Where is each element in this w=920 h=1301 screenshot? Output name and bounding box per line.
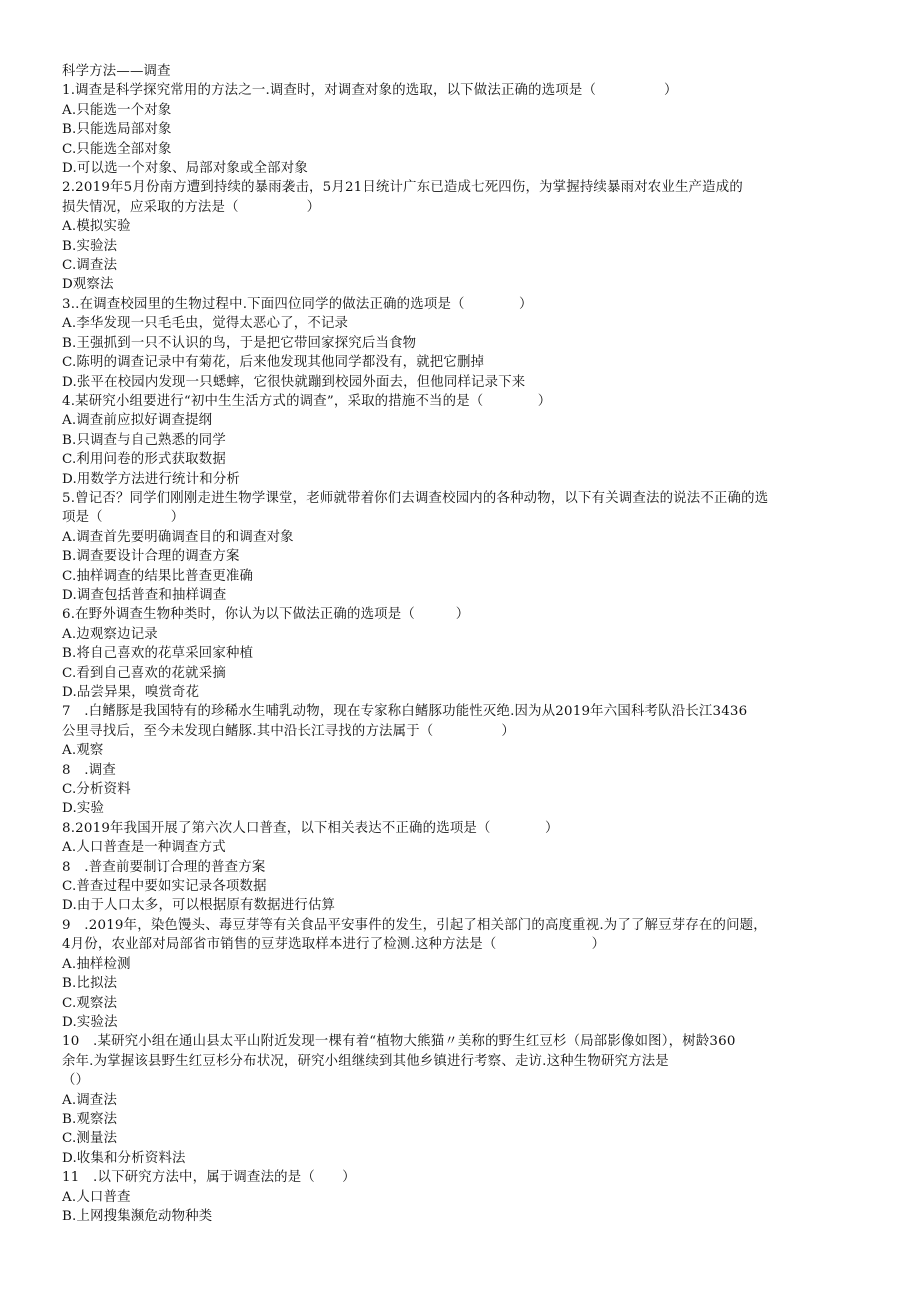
text-line: D.调查包括普查和抽样调查 (62, 587, 227, 603)
text-line: C.利用问卷的形式获取数据 (62, 452, 226, 468)
text-line: C.抽样调查的结果比普查更准确 (62, 568, 254, 584)
text-line: 11 .以下研究方法中，属于调查法的是（ ） (62, 1170, 356, 1186)
question-list (62, 81, 862, 1226)
text-line: 6.在野外调查生物种类时，你认为以下做法正确的选项是（ ） (62, 607, 470, 623)
page-title: 科学方法——调查 (62, 64, 171, 79)
text-line: A.调查法 (62, 1092, 118, 1108)
text-line: A.边观察边记录 (62, 626, 158, 642)
text-line: A.人口普查 (62, 1189, 131, 1205)
text-line: A.李华发现一只毛毛虫，觉得太恶心了，不记录 (62, 316, 349, 332)
text-line: D.可以选一个对象、局部对象或全部对象 (62, 161, 308, 177)
text-line: （） (62, 1073, 90, 1089)
text-line: D.实验 (62, 801, 105, 817)
text-line: D.收集和分析资料法 (62, 1150, 186, 1166)
text-line: 损失情况，应采取的方法是（ ） (62, 199, 321, 215)
text-line: D.用数学方法进行统计和分析 (62, 471, 241, 487)
text-line: D.张平在校园内发现一只蟋蟀，它很快就蹦到校园外面去，但他同样记录下来 (62, 374, 526, 390)
text-line: C.看到自己喜欢的花就采摘 (62, 665, 226, 681)
text-line: B.只能选局部对象 (62, 122, 172, 138)
text-line: B.只调查与自己熟悉的同学 (62, 432, 226, 448)
text-line: 9 .2019年，染色馒头、毒豆芽等有关食品平安事件的发生，引起了相关部门的高度重视.为了了解豆芽存在的问题， (62, 917, 767, 933)
text-line: 1.调查是科学探究常用的方法之一.调查时，对调查对象的选取，以下做法正确的选项是（ ） (62, 83, 678, 99)
text-line: 3..在调查校园里的生物过程中.下面四位同学的做法正确的选项是（ ） (62, 296, 533, 312)
text-line: 10 .某研究小组在通山县太平山附近发现一棵有着“植物大熊猫〃美称的野生红豆杉（局部影像如图），树龄360 (62, 1034, 736, 1050)
text-line: A.观察 (62, 743, 104, 759)
text-line: D观察法 (62, 277, 114, 293)
text-line: 4.某研究小组要进行“初中生生活方式的调查”，采取的措施不当的是（ ） (62, 393, 552, 409)
text-line: 7 .白鳍豚是我国特有的珍稀水生哺乳动物，现在专家称白鳍豚功能性灭绝.因为从2019年六国科考队沿长江3436 (62, 704, 748, 720)
document (62, 62, 862, 1226)
text-line: B.上网搜集濒危动物种类 (62, 1208, 213, 1224)
text-line: B.观察法 (62, 1111, 118, 1127)
text-line: 8.2019年我国开展了第六次人口普查，以下相关表达不正确的选项是（ ） (62, 820, 559, 836)
text-line: C.观察法 (62, 995, 118, 1011)
text-line: C.普查过程中要如实记录各项数据 (62, 879, 267, 895)
text-line: D.实验法 (62, 1014, 118, 1030)
text-line: 余年.为掌握该县野生红豆杉分布状况，研究小组继续到其他乡镇进行考察、走访.这种生物研究方法是 (62, 1053, 669, 1069)
text-line: B.将自己喜欢的花草采回家种植 (62, 646, 254, 662)
text-line: 公里寻找后，至今未发现白鳍豚.其中沿长江寻找的方法属于（ ） (62, 723, 515, 739)
text-line: 5.曾记否？同学们刚刚走进生物学课堂，老师就带着你们去调查校园内的各种动物，以下有关调查法的说法不正确的选 (62, 490, 769, 506)
text-line: A.人口普查是一种调查方式 (62, 840, 226, 856)
text-line: A.模拟实验 (62, 219, 131, 235)
text-line: B.调查要设计合理的调查方案 (62, 549, 240, 565)
text-line: A.抽样检测 (62, 956, 131, 972)
text-line: 8 .调查 (62, 762, 116, 778)
text-line: 2.2019年5月份南方遭到持续的暴雨袭击，5月21日统计广东已造成七死四伤，为掌握持续暴雨对农业生产造成的 (62, 180, 743, 196)
text-line: A.调查首先要明确调查目的和调查对象 (62, 529, 294, 545)
text-line: 4月份，农业部对局部省市销售的豆芽选取样本进行了检测.这种方法是（ ） (62, 937, 606, 953)
text-line: C.测量法 (62, 1131, 118, 1147)
text-line: C.分析资料 (62, 782, 131, 798)
text-line: C.陈明的调查记录中有菊花，后来他发现其他同学都没有，就把它删掉 (62, 355, 485, 371)
text-line: C.只能选全部对象 (62, 141, 172, 157)
text-line: A.调查前应拟好调查提纲 (62, 413, 213, 429)
text-line: B.实验法 (62, 238, 118, 254)
text-line: B.比拟法 (62, 976, 118, 992)
text-line: 项是（ ） (62, 510, 185, 526)
text-line: D.由于人口太多，可以根据原有数据进行估算 (62, 898, 336, 914)
text-line: D.品尝异果，嗅赏奇花 (62, 685, 200, 700)
text-line: 8 .普查前要制订合理的普查方案 (62, 859, 266, 875)
text-line: C.调查法 (62, 258, 118, 274)
text-line: A.只能选一个对象 (62, 102, 172, 118)
text-line: B.王强抓到一只不认识的鸟，于是把它带回家探究后当食物 (62, 335, 417, 351)
